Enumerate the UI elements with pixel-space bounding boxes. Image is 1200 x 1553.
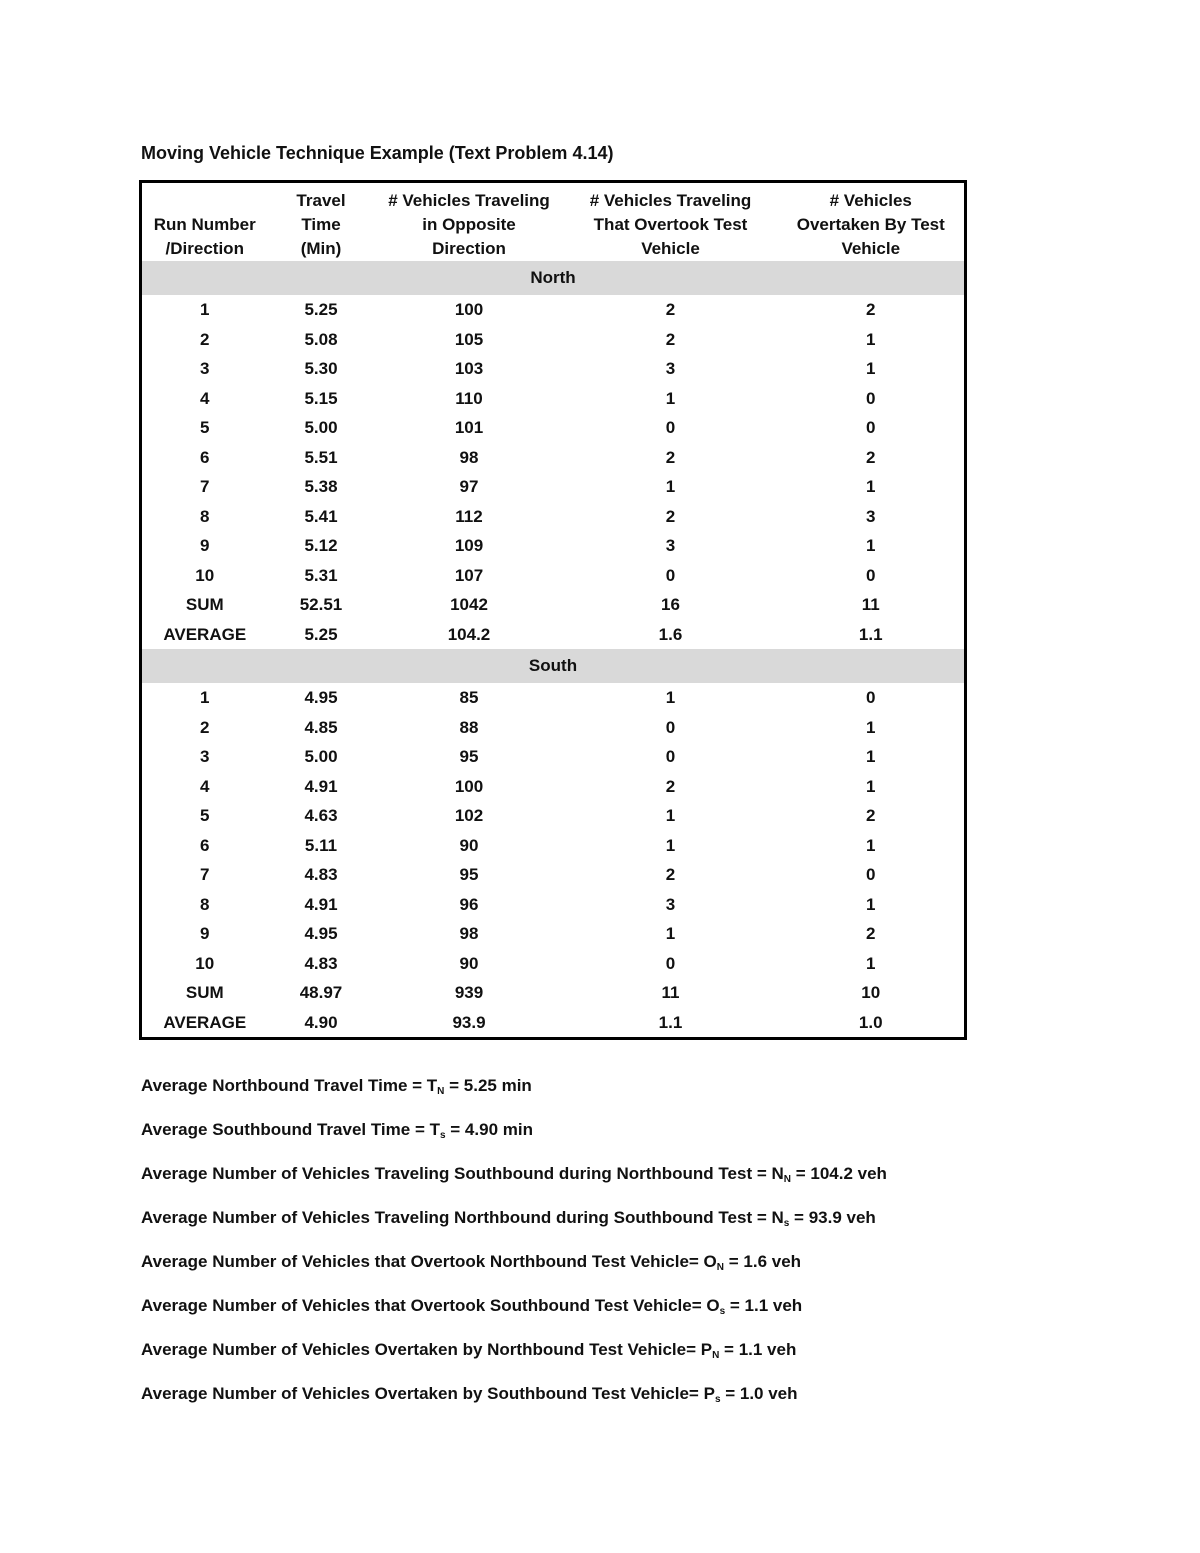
table-row bbox=[141, 1008, 966, 1039]
opposite-direction-cell: 90 bbox=[459, 953, 479, 973]
overtaken-cell: 2 bbox=[866, 300, 876, 320]
overtaken-cell: 1 bbox=[866, 894, 876, 914]
run-number-cell: 7 bbox=[200, 865, 210, 885]
overtook-cell: 0 bbox=[665, 565, 676, 585]
table-row bbox=[141, 713, 966, 743]
note-value: = 1.1 veh bbox=[725, 1296, 803, 1315]
table-row bbox=[141, 949, 966, 979]
opposite-direction-cell: 105 bbox=[454, 329, 484, 349]
run-number-cell: 4 bbox=[200, 776, 210, 796]
travel-time-cell: 4.91 bbox=[304, 776, 338, 796]
overtook-cell: 1 bbox=[665, 388, 676, 408]
summary-note-line bbox=[141, 1118, 887, 1162]
travel-time-cell: 5.38 bbox=[304, 477, 338, 497]
note-subscript: N bbox=[783, 1174, 791, 1185]
overtaken-cell: 0 bbox=[866, 865, 876, 885]
note-value: = 1.6 veh bbox=[724, 1252, 802, 1271]
travel-time-cell: 4.90 bbox=[304, 1012, 338, 1032]
travel-time-cell: 4.83 bbox=[304, 865, 338, 885]
overtook-cell: 2 bbox=[665, 329, 676, 349]
run-number-cell: 5 bbox=[200, 806, 210, 826]
travel-time-cell: 5.11 bbox=[304, 835, 338, 855]
table-row bbox=[141, 502, 966, 532]
summary-note-line bbox=[141, 1250, 887, 1294]
overtaken-cell: 0 bbox=[866, 688, 876, 708]
travel-time-cell: 4.85 bbox=[304, 717, 338, 737]
note-value: = 1.0 veh bbox=[720, 1384, 798, 1403]
summary-note-line bbox=[141, 1294, 887, 1338]
overtaken-cell: 1 bbox=[866, 953, 876, 973]
overtook-cell: 0 bbox=[665, 717, 676, 737]
travel-time-cell: 52.51 bbox=[299, 595, 343, 615]
note-value: = 1.1 veh bbox=[719, 1340, 797, 1359]
travel-time-cell: 5.08 bbox=[304, 329, 338, 349]
note-text: Average Number of Vehicles Overtaken by Northbound Test Vehicle= P bbox=[141, 1340, 713, 1359]
note-subscript: N bbox=[712, 1350, 720, 1361]
overtook-cell: 1 bbox=[665, 688, 676, 708]
overtaken-cell: 11 bbox=[861, 595, 880, 615]
travel-time-cell: 5.41 bbox=[304, 506, 338, 526]
opposite-direction-cell: 101 bbox=[454, 418, 484, 438]
note-text: Average Number of Vehicles that Overtook Southbound Test Vehicle= O bbox=[141, 1296, 720, 1315]
travel-time-cell: 4.95 bbox=[304, 924, 338, 944]
run-number-cell: AVERAGE bbox=[163, 624, 247, 644]
summary-notes bbox=[141, 1074, 887, 1426]
run-number-cell: 3 bbox=[200, 359, 210, 379]
moving-vehicle-data-table bbox=[139, 180, 967, 1040]
note-subscript: N bbox=[716, 1262, 725, 1273]
section-label: North bbox=[141, 261, 966, 295]
overtaken-cell: 3 bbox=[866, 506, 876, 526]
col-header-overtaken-by-test-vehicle: # Vehicles Overtaken By Test Vehicle bbox=[796, 191, 945, 258]
note-text: Average Number of Vehicles Overtaken by Southbound Test Vehicle= P bbox=[141, 1384, 715, 1403]
overtaken-cell: 1.0 bbox=[858, 1012, 883, 1032]
run-number-cell: 6 bbox=[200, 835, 210, 855]
overtaken-cell: 2 bbox=[866, 447, 876, 467]
overtook-cell: 0 bbox=[665, 747, 676, 767]
run-number-cell: AVERAGE bbox=[163, 1012, 247, 1032]
overtook-cell: 1.1 bbox=[658, 1012, 683, 1032]
table-row bbox=[141, 590, 966, 620]
run-number-cell: SUM bbox=[185, 983, 224, 1003]
overtaken-cell: 1 bbox=[866, 776, 876, 796]
table-row bbox=[141, 384, 966, 414]
summary-note-line bbox=[141, 1206, 887, 1250]
run-number-cell: 9 bbox=[200, 536, 210, 556]
note-value: = 5.25 min bbox=[444, 1076, 532, 1095]
overtook-cell: 0 bbox=[665, 418, 676, 438]
opposite-direction-cell: 110 bbox=[455, 388, 483, 408]
overtaken-cell: 1 bbox=[866, 536, 876, 556]
overtaken-cell: 1 bbox=[866, 717, 876, 737]
opposite-direction-cell: 95 bbox=[459, 747, 479, 767]
opposite-direction-cell: 93.9 bbox=[452, 1012, 486, 1032]
overtook-cell: 2 bbox=[665, 300, 676, 320]
overtaken-cell: 1 bbox=[866, 747, 876, 767]
travel-time-cell: 5.00 bbox=[304, 418, 338, 438]
note-text: Average Southbound Travel Time = T bbox=[141, 1120, 440, 1139]
note-value: = 104.2 veh bbox=[791, 1164, 887, 1183]
run-number-cell: 1 bbox=[200, 688, 210, 708]
travel-time-cell: 5.25 bbox=[304, 300, 338, 320]
opposite-direction-cell: 90 bbox=[459, 835, 479, 855]
run-number-cell: 5 bbox=[200, 418, 210, 438]
table-row bbox=[141, 295, 966, 325]
table-row bbox=[141, 919, 966, 949]
travel-time-cell: 5.31 bbox=[304, 565, 338, 585]
opposite-direction-cell: 1042 bbox=[450, 595, 488, 615]
table-row bbox=[141, 742, 966, 772]
run-number-cell: 10 bbox=[195, 565, 215, 585]
overtook-cell: 1 bbox=[665, 806, 676, 826]
travel-time-cell: 5.00 bbox=[304, 747, 338, 767]
travel-time-cell: 4.91 bbox=[304, 894, 338, 914]
opposite-direction-cell: 85 bbox=[459, 688, 479, 708]
note-text: Average Number of Vehicles Traveling Northbound during Southbound Test = N bbox=[141, 1208, 784, 1227]
run-number-cell: 6 bbox=[200, 447, 210, 467]
overtook-cell: 2 bbox=[665, 506, 676, 526]
table-row bbox=[141, 890, 966, 920]
run-number-cell: 4 bbox=[200, 388, 210, 408]
opposite-direction-cell: 100 bbox=[454, 776, 484, 796]
travel-time-cell: 4.83 bbox=[304, 953, 338, 973]
opposite-direction-cell: 939 bbox=[454, 983, 484, 1003]
opposite-direction-cell: 102 bbox=[454, 806, 484, 826]
overtook-cell: 2 bbox=[665, 865, 676, 885]
note-subscript: s bbox=[719, 1306, 726, 1317]
overtook-cell: 1 bbox=[665, 835, 676, 855]
run-number-cell: 2 bbox=[200, 717, 210, 737]
run-number-cell: 10 bbox=[195, 953, 215, 973]
run-number-cell: 8 bbox=[200, 894, 210, 914]
run-number-cell: 3 bbox=[200, 747, 210, 767]
travel-time-cell: 5.12 bbox=[304, 536, 338, 556]
table-row bbox=[141, 683, 966, 713]
opposite-direction-cell: 88 bbox=[459, 717, 479, 737]
overtook-cell: 1.6 bbox=[658, 624, 683, 644]
note-value: = 4.90 min bbox=[445, 1120, 533, 1139]
note-subscript: s bbox=[440, 1130, 446, 1141]
overtaken-cell: 2 bbox=[866, 924, 876, 944]
run-number-cell: SUM bbox=[185, 595, 224, 615]
table-row bbox=[141, 831, 966, 861]
overtaken-cell: 0 bbox=[866, 388, 876, 408]
opposite-direction-cell: 107 bbox=[454, 565, 484, 585]
overtaken-cell: 0 bbox=[866, 565, 876, 585]
table-row bbox=[141, 772, 966, 802]
table-row bbox=[141, 413, 966, 443]
table-row bbox=[141, 978, 966, 1008]
opposite-direction-cell: 100 bbox=[454, 300, 484, 320]
opposite-direction-cell: 98 bbox=[459, 447, 479, 467]
opposite-direction-cell: 98 bbox=[459, 924, 479, 944]
table-row bbox=[141, 354, 966, 384]
travel-time-cell: 5.30 bbox=[304, 359, 338, 379]
table-row bbox=[141, 561, 966, 591]
note-text: Average Number of Vehicles that Overtook Northbound Test Vehicle= O bbox=[141, 1252, 717, 1271]
summary-note-line bbox=[141, 1382, 887, 1426]
overtaken-cell: 1 bbox=[866, 835, 876, 855]
note-subscript: s bbox=[783, 1218, 790, 1229]
col-header-opposite-direction: # Vehicles Traveling in Opposite Direction bbox=[388, 191, 550, 258]
table-row bbox=[141, 443, 966, 473]
run-number-cell: 2 bbox=[200, 329, 210, 349]
col-header-overtook-test-vehicle: # Vehicles Traveling That Overtook Test Vehicle bbox=[589, 191, 752, 258]
overtook-cell: 2 bbox=[665, 776, 676, 796]
overtook-cell: 1 bbox=[665, 477, 676, 497]
travel-time-cell: 48.97 bbox=[299, 983, 343, 1003]
overtook-cell: 1 bbox=[665, 924, 676, 944]
table-header-row bbox=[141, 182, 966, 262]
section-label: South bbox=[141, 649, 966, 683]
table-body bbox=[141, 261, 966, 1039]
run-number-cell: 8 bbox=[200, 506, 210, 526]
note-text: Average Number of Vehicles Traveling Southbound during Northbound Test = N bbox=[141, 1164, 784, 1183]
opposite-direction-cell: 104.2 bbox=[447, 624, 491, 644]
run-number-cell: 1 bbox=[200, 300, 210, 320]
opposite-direction-cell: 95 bbox=[459, 865, 479, 885]
travel-time-cell: 4.95 bbox=[304, 688, 338, 708]
overtook-cell: 0 bbox=[665, 953, 676, 973]
opposite-direction-cell: 97 bbox=[459, 477, 479, 497]
note-subscript: s bbox=[714, 1394, 721, 1405]
page-title: Moving Vehicle Technique Example (Text Problem 4.14) bbox=[141, 143, 614, 163]
overtaken-cell: 1.1 bbox=[858, 624, 883, 644]
opposite-direction-cell: 109 bbox=[454, 536, 484, 556]
overtook-cell: 3 bbox=[665, 359, 676, 379]
col-header-run-number: Run Number /Direction bbox=[153, 215, 256, 258]
table-row bbox=[141, 531, 966, 561]
travel-time-cell: 5.15 bbox=[304, 388, 338, 408]
table-row bbox=[141, 801, 966, 831]
table-row bbox=[141, 860, 966, 890]
summary-note-line bbox=[141, 1162, 887, 1206]
overtaken-cell: 10 bbox=[861, 983, 881, 1003]
opposite-direction-cell: 96 bbox=[459, 894, 479, 914]
overtook-cell: 16 bbox=[661, 595, 680, 615]
overtook-cell: 3 bbox=[665, 894, 676, 914]
note-subscript: N bbox=[437, 1086, 445, 1097]
col-header-travel-time: Travel Time (Min) bbox=[296, 191, 346, 258]
overtaken-cell: 1 bbox=[866, 477, 876, 497]
overtaken-cell: 1 bbox=[866, 329, 876, 349]
section-header-south bbox=[141, 649, 966, 683]
overtook-cell: 2 bbox=[665, 447, 676, 467]
run-number-cell: 9 bbox=[200, 924, 210, 944]
travel-time-cell: 5.25 bbox=[304, 624, 338, 644]
summary-note-line bbox=[141, 1338, 887, 1382]
run-number-cell: 7 bbox=[200, 477, 210, 497]
table-row bbox=[141, 325, 966, 355]
overtaken-cell: 0 bbox=[866, 418, 876, 438]
overtaken-cell: 1 bbox=[866, 359, 876, 379]
table-row bbox=[141, 620, 966, 650]
overtook-cell: 3 bbox=[665, 536, 676, 556]
summary-note-line bbox=[141, 1074, 887, 1118]
note-text: Average Northbound Travel Time = T bbox=[141, 1076, 438, 1095]
travel-time-cell: 5.51 bbox=[304, 447, 338, 467]
opposite-direction-cell: 103 bbox=[454, 359, 484, 379]
opposite-direction-cell: 112 bbox=[455, 506, 483, 526]
table-row bbox=[141, 472, 966, 502]
overtook-cell: 11 bbox=[661, 983, 680, 1003]
travel-time-cell: 4.63 bbox=[304, 806, 338, 826]
overtaken-cell: 2 bbox=[866, 806, 876, 826]
section-header-north bbox=[141, 261, 966, 295]
note-value: = 93.9 veh bbox=[789, 1208, 876, 1227]
